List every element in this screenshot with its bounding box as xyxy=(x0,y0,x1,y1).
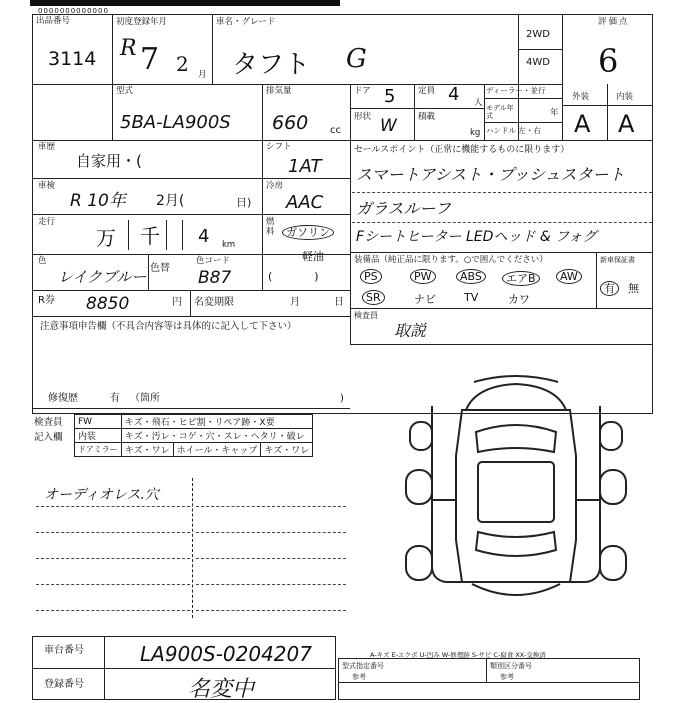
inspection-month: 2月( xyxy=(156,193,185,209)
diagram-rear-window xyxy=(476,532,556,556)
entry-fw-desc: キズ・飛石・ヒビ割・リペア跡・X要 xyxy=(121,415,312,429)
color-code: B87 xyxy=(198,268,232,288)
equip-ps: PS xyxy=(360,270,382,283)
repair-yes: 有 xyxy=(110,393,120,404)
diagram-roof xyxy=(478,462,554,522)
car-damage-diagram xyxy=(396,370,636,620)
equip-sr: SR xyxy=(362,291,385,304)
equip-airbag: エアB xyxy=(502,270,540,286)
recycle-unit: 円 xyxy=(172,297,182,308)
load-label: 積載 xyxy=(418,112,436,122)
entry-mirror-desc: キズ・ワレ xyxy=(121,443,173,457)
fuel-gasoline: ガソリン xyxy=(282,224,334,240)
fuel-paren: ( ) xyxy=(268,270,319,283)
chassis-value: LA900S-0204207 xyxy=(140,642,312,666)
class-label: 類別区分番号 xyxy=(490,662,532,670)
inspection-year: R 10年 xyxy=(70,191,126,211)
entry-mirror: ドアミラー xyxy=(75,443,122,457)
shape-value: W xyxy=(380,116,397,136)
lot-label: 出品番号 xyxy=(36,16,71,26)
ac-value: AAC xyxy=(286,192,324,213)
ac-label: 冷房 xyxy=(266,181,284,191)
car-grade: G xyxy=(346,44,367,74)
mileage-sen: 千 xyxy=(140,224,160,248)
diagram-rl-wheel xyxy=(406,546,432,580)
displacement-unit: cc xyxy=(330,125,341,136)
first-reg-year: 7 xyxy=(140,42,160,77)
diagram-front-bumper xyxy=(474,376,558,382)
sales-point-3: Fシートヒーター LEDヘッド & フォグ xyxy=(356,229,597,245)
warranty-no: 無 xyxy=(628,282,639,295)
usage-value: 自家用・( xyxy=(76,152,142,170)
model-year-label: モデル年式 xyxy=(486,104,514,120)
equip-abs: ABS xyxy=(456,270,486,283)
drive-4wd: 4WD xyxy=(526,57,550,68)
mileage-label: 走行 xyxy=(38,217,56,227)
mileage-value: 4 xyxy=(198,226,210,247)
diagram-rr-wheel xyxy=(600,546,626,580)
notes-label: 注意事項申告欄（不具合内容等は具体的に記入して下さい） xyxy=(40,321,297,332)
load-unit: kg xyxy=(470,128,481,138)
capacity-label: 定員 xyxy=(418,86,436,96)
model-year-unit: 年 xyxy=(550,108,559,118)
first-reg-label: 初度登録年月 xyxy=(116,17,168,27)
first-reg-month-unit: 月 xyxy=(198,70,207,80)
equip-aw: AW xyxy=(556,270,582,283)
repair-history-label: 修復歴 xyxy=(48,393,78,404)
diagram-left-mirror xyxy=(410,422,432,450)
fuel-label: 燃料 xyxy=(266,217,275,237)
doors-label: ドア xyxy=(354,86,371,96)
recycle-value: 8850 xyxy=(86,294,130,314)
capacity-unit: 人 xyxy=(474,98,483,108)
model-label: 型式 xyxy=(116,86,134,96)
warranty-yes: 有 xyxy=(600,280,619,296)
name-change-day: 日 xyxy=(334,297,344,308)
diagram-rear-bumper xyxy=(472,584,560,595)
entry-label-2: 記入欄 xyxy=(34,432,63,443)
shift-value: 1AT xyxy=(288,156,322,177)
registration-value: 名変中 xyxy=(188,677,255,702)
entry-label-1: 検査員 xyxy=(34,417,63,428)
entry-fw: FW xyxy=(75,415,122,429)
model-value: 5BA-LA900S xyxy=(120,112,231,133)
equip-tv: TV xyxy=(464,291,479,304)
doors-value: 5 xyxy=(384,86,396,107)
equipment-label: 装備品（純正品に限ります。○で囲んでください） xyxy=(354,255,548,265)
entry-wheel-desc: キズ・ワレ xyxy=(261,443,313,457)
entry-interior: 内装 xyxy=(75,429,122,443)
equip-pw: PW xyxy=(410,270,436,283)
fuel-diesel: 軽油 xyxy=(302,250,324,263)
warranty-label: 新車保証書 xyxy=(600,256,635,264)
repair-close: ) xyxy=(340,393,344,404)
equip-leather: カワ xyxy=(508,293,530,306)
mileage-unit: km xyxy=(222,240,236,250)
exterior-score: A xyxy=(574,110,591,138)
ref-label-2: 参考 xyxy=(500,673,514,681)
entry-table xyxy=(74,414,313,457)
diagram-front-roof xyxy=(466,384,566,410)
mileage-man: 万 xyxy=(96,226,116,250)
inspector-value: 取説 xyxy=(394,321,427,340)
interior-label: 内装 xyxy=(616,92,634,102)
inspector-label: 検査員 xyxy=(354,311,378,320)
shape-label: 形状 xyxy=(354,112,372,122)
drive-2wd: 2WD xyxy=(526,29,550,40)
repair-place: （箇所 xyxy=(130,393,160,404)
car-name: タフト xyxy=(232,50,311,80)
diagram-fr-wheel xyxy=(600,470,626,504)
displacement-value: 660 xyxy=(272,112,309,134)
header-code: 0000000000000 xyxy=(38,7,109,15)
diagram-fl-wheel xyxy=(406,470,432,504)
name-change-label: 名変期限 xyxy=(194,297,234,308)
exterior-label: 外装 xyxy=(572,92,590,102)
capacity-value: 4 xyxy=(448,84,460,105)
displacement-label: 排気量 xyxy=(266,86,292,96)
dealer-label: ディーラー・並行 xyxy=(486,86,546,95)
recycle-label: R券 xyxy=(38,295,55,306)
color-value: レイクブルー xyxy=(58,268,147,286)
inspection-label: 車検 xyxy=(38,181,56,191)
handle-label: ハンドル 左・右 xyxy=(486,126,541,135)
shift-label: シフト xyxy=(266,142,292,152)
contract-label: 型式指定番号 xyxy=(342,662,384,670)
lot-number: 3114 xyxy=(48,48,97,70)
diagram-right-mirror xyxy=(600,422,622,450)
score-label: 評価点 xyxy=(598,17,630,27)
color-label: 色 xyxy=(38,256,47,266)
color-code-label: 色コード xyxy=(196,256,231,266)
diagram-windshield xyxy=(476,425,556,452)
sales-points-label: セールスポイント（正常に機能するものに限ります） xyxy=(354,145,570,155)
sales-point-1: スマートアシスト・プッシュスタート xyxy=(356,165,625,184)
entry-wheel: ホイール・キャップ xyxy=(173,443,261,457)
registration-label: 登録番号 xyxy=(44,679,84,690)
name-change-month: 月 xyxy=(290,297,300,308)
first-reg-month: 2 xyxy=(176,52,189,76)
damage-legend: A-キズ E-エクボ U-凹み W-修理跡 S-サビ C-腐食 XX-交換済 xyxy=(370,651,546,659)
first-reg-era: R xyxy=(120,36,137,61)
score-value: 6 xyxy=(598,42,619,80)
color-change-label: 色替 xyxy=(150,263,170,274)
chassis-label: 車台番号 xyxy=(44,645,84,656)
ref-label-1: 参考 xyxy=(352,673,366,681)
interior-score: A xyxy=(618,110,635,138)
equip-navi: ナビ xyxy=(414,293,436,306)
car-name-label: 車名・グレード xyxy=(216,17,276,27)
entry-interior-desc: キズ・汚レ・コゲ・穴・スレ・ヘタリ・破レ xyxy=(121,429,312,443)
usage-label: 車歴 xyxy=(38,142,56,152)
inspection-day-unit: 日) xyxy=(236,196,252,209)
handwritten-note: オーディオレス.穴 xyxy=(44,487,159,503)
sales-point-2: ガラスルーフ xyxy=(356,199,451,218)
